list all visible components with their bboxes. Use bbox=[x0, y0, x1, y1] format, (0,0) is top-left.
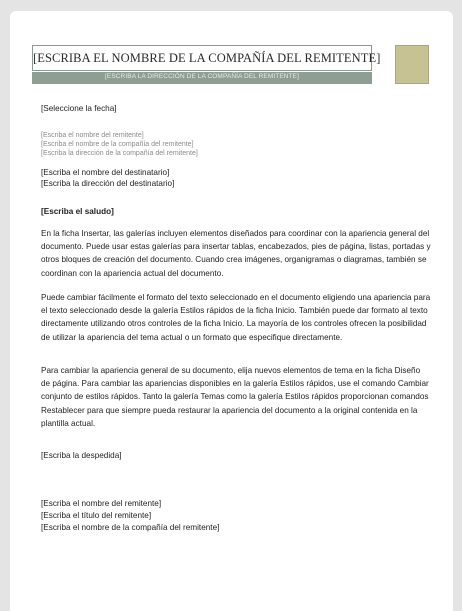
company-name[interactable]: [ESCRIBA EL NOMBRE DE LA COMPAÑÍA DEL REMITENTE] bbox=[33, 51, 381, 65]
signature-name-field[interactable]: [Escriba el nombre del remitente] bbox=[41, 499, 162, 508]
company-address-bar[interactable] bbox=[32, 72, 372, 84]
body-paragraph-2[interactable]: Puede cambiar fácilmente el formato del texto seleccionado en el documento eligiendo una apariencia para el texto seleccionado desde la galería Estilos rápidos de la ficha Inicio. También puede dar formato al texto directamente utilizando otros controles de la ficha Inicio. La mayoría de los controles ofrecen la posibilidad de utilizar la apariencia del tema actual o un formato que especifique directamente. bbox=[41, 293, 431, 342]
signature-company-field[interactable]: [Escriba el nombre de la compañía del remitente] bbox=[41, 523, 220, 532]
company-name-box[interactable] bbox=[32, 45, 381, 71]
document-page bbox=[10, 11, 453, 611]
recipient-name-field[interactable]: [Escriba el nombre del destinatario] bbox=[41, 168, 170, 177]
sender-address-field[interactable]: [Escriba la dirección de la compañía del remitente] bbox=[41, 150, 198, 157]
closing-field[interactable]: [Escriba la despedida] bbox=[41, 451, 122, 460]
company-address[interactable]: [ESCRIBA LA DIRECCIÓN DE LA COMPAÑÍA DEL REMITENTE] bbox=[104, 73, 299, 80]
signature-title-field[interactable]: [Escriba el título del remitente] bbox=[41, 511, 152, 520]
recipient-address-field[interactable]: [Escriba la dirección del destinatario] bbox=[41, 179, 175, 188]
sender-name-field[interactable]: [Escriba el nombre del remitente] bbox=[41, 132, 144, 139]
sender-company-field[interactable]: [Escriba el nombre de la compañía del remitente] bbox=[41, 141, 194, 148]
salutation-field[interactable]: [Escriba el saludo] bbox=[41, 207, 114, 216]
body-paragraph-1[interactable]: En la ficha Insertar, las galerías incluyen elementos diseñados para coordinar con la apariencia general del documento. Puede usar estas galerías para insertar tablas, encabezados, pies de página, listas, portadas y otros bloques de creación del documento. Cuando crea imágenes, organigramas o diagramas, también se coordinan con la apariencia actual del documento. bbox=[41, 229, 431, 278]
decorative-accent-block bbox=[395, 45, 429, 84]
body-paragraph-3[interactable]: Para cambiar la apariencia general de su documento, elija nuevos elementos de tema en la ficha Diseño de página. Para cambiar las apariencias disponibles en la galería Estilos rápidos, use el comando Cambiar conjunto de estilos rápidos. Tanto la galería Temas como la galería Estilos rápidos proporcionan comandos Restablecer para que siempre pueda restaurar la apariencia del documento a la original contenida en la plantilla actual. bbox=[41, 366, 429, 428]
date-field[interactable]: [Seleccione la fecha] bbox=[41, 104, 117, 113]
